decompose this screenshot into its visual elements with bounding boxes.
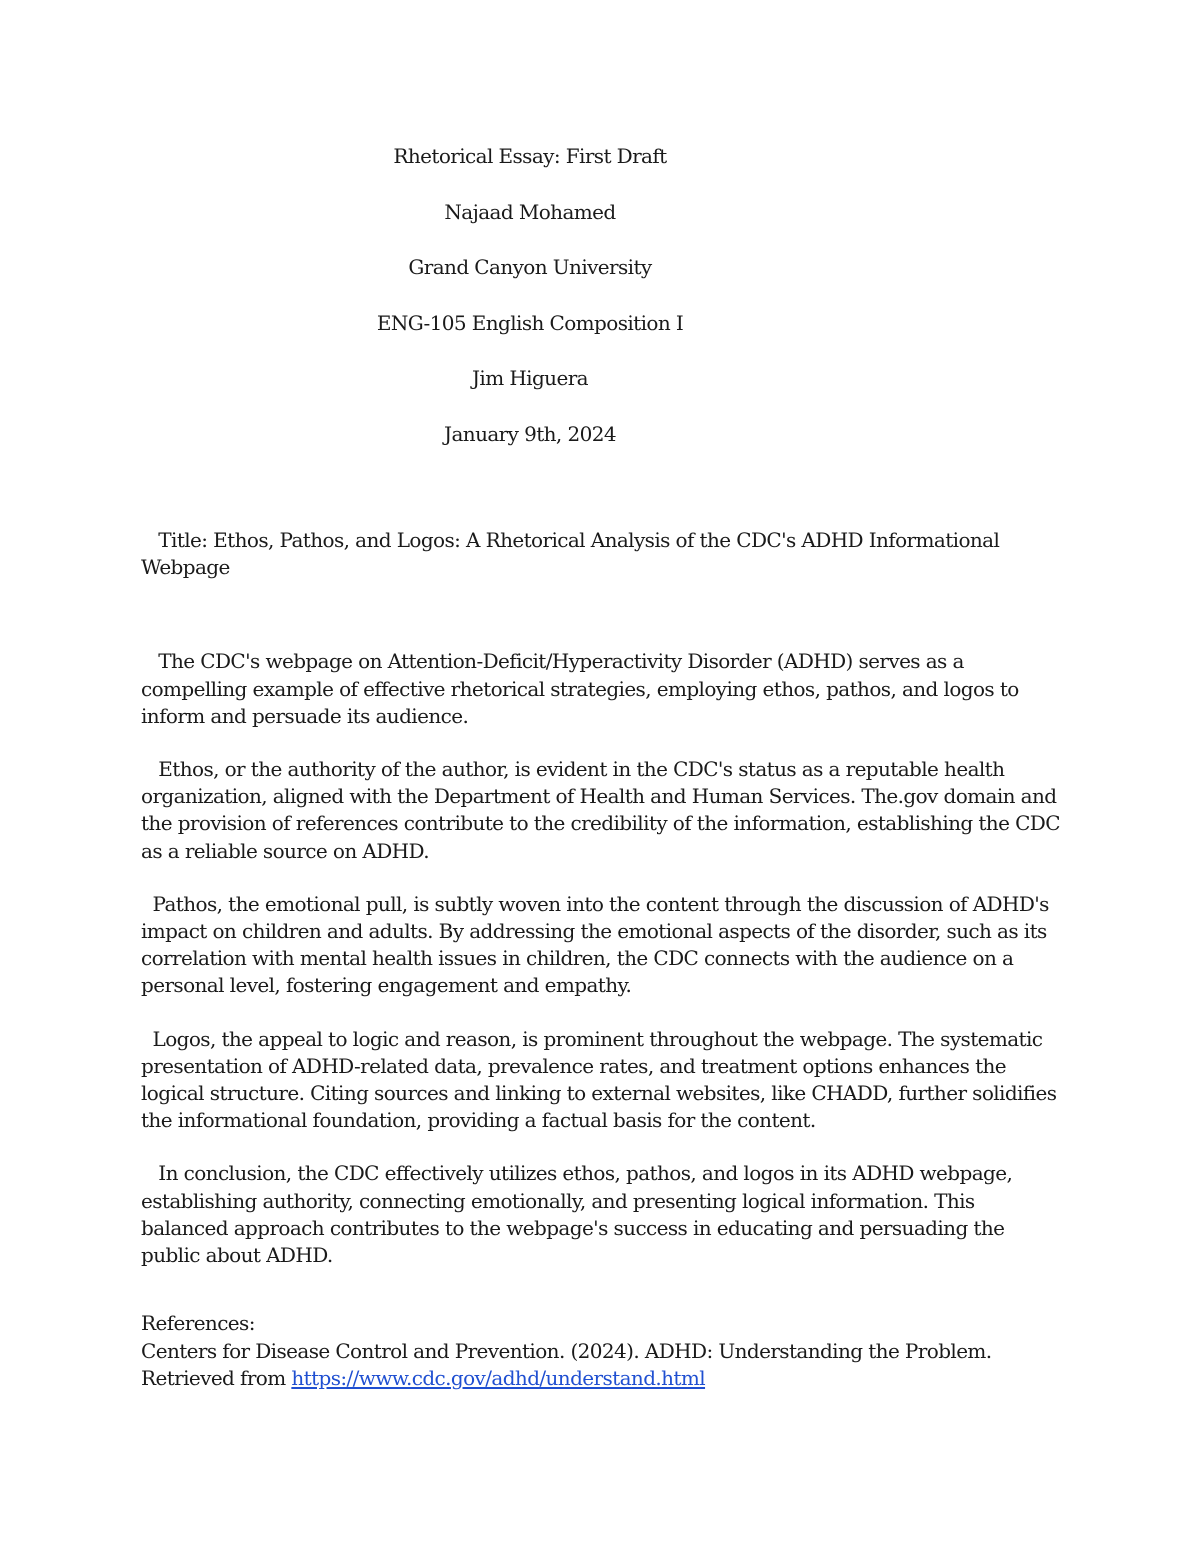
reference-citation: Centers for Disease Control and Prevention. (2024). ADHD: Understanding the Problem.	[141, 1338, 992, 1363]
instructor-name: Jim Higuera	[472, 366, 588, 390]
title-page-block	[140, 142, 920, 475]
reference-retrieval-line	[141, 1365, 1061, 1393]
paragraph-text: Ethos, or the authority of the author, is evident in the CDC's status as a reputable health organization, aligned with the Department of Health and Human Services. The.gov domain and the provision of references contribute to the credibility of the information, establishing the CDC as a reliable source on ADHD.	[141, 757, 1060, 863]
essay-title-text: Title: Ethos, Pathos, and Logos: A Rhetorical Analysis of the CDC's ADHD Informational Webpage	[141, 528, 1000, 580]
institution-name: Grand Canyon University	[408, 255, 652, 279]
paragraph-conclusion	[141, 1160, 1061, 1269]
references-heading: References:	[141, 1311, 255, 1335]
paragraph-text: In conclusion, the CDC effectively utilizes ethos, pathos, and logos in its ADHD webpage, establishing authority, connecting emotionally, and presenting logical information. This balanced approach contributes to the webpage's success in educating and persuading the public about ADHD.	[141, 1161, 1013, 1268]
author-name: Najaad Mohamed	[444, 199, 616, 224]
references-section	[141, 1310, 1061, 1393]
document-heading: Rhetorical Essay: First Draft	[393, 144, 667, 168]
paragraph-logos	[141, 1026, 1061, 1135]
document-date: January 9th, 2024	[444, 421, 616, 446]
paragraph-text: Logos, the appeal to logic and reason, is prominent throughout the webpage. The systematic presentation of ADHD-related data, prevalence rates, and treatment options enhances the logical structure. Citing sources and linking to external websites, like CHADD, further solidifies the informational foundation, providing a factual basis for the content.	[141, 1026, 1057, 1133]
paragraph-pathos	[141, 891, 1061, 1000]
paragraph-text: The CDC's webpage on Attention-Deficit/Hyperactivity Disorder (ADHD) serves as a compelling example of effective rhetorical strategies, employing ethos, pathos, and logos to inform and persuade its audience.	[141, 649, 1019, 728]
reference-url-link[interactable]: https://www.cdc.gov/adhd/understand.html	[291, 1366, 706, 1390]
paragraph-ethos	[141, 756, 1061, 865]
essay-title	[141, 527, 1061, 581]
paragraph-introduction	[141, 648, 1061, 730]
retrieved-from-label: Retrieved from	[141, 1366, 286, 1390]
paragraph-text: Pathos, the emotional pull, is subtly woven into the content through the discussion of ADHD's impact on children and adults. By addressing the emotional aspects of the disorder, such as its correlation with mental health issues in children, the CDC connects with the audience on a personal level, fostering engagement and empathy.	[141, 891, 1049, 998]
essay-body	[141, 527, 1061, 1295]
course-name: ENG-105 English Composition I	[376, 310, 684, 335]
